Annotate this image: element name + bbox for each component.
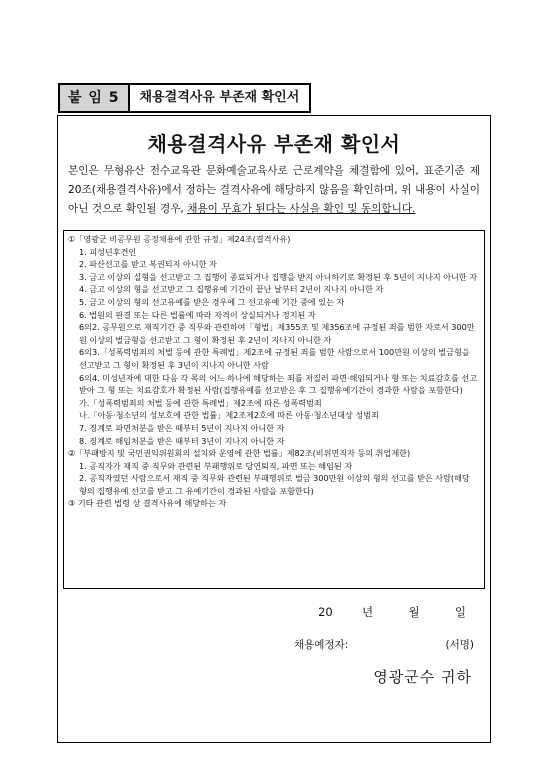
reason-section-heading: ①「영광군 비공무원 공정채용에 관한 규정」제24조(결격사유) [68,234,291,244]
attachment-tag [58,83,311,113]
date-month-unit: 월 [408,605,420,619]
reason-item: 2. 공직자였던 사람으로서 재직 중 직무와 관련된 부패행위로 벌금 300만원 이상의 형의 선고를 받은 사람(해당 형의 집행유예 선고를 받고 그 유예기간이 경과된 사람을 포함한다) [79,473,470,496]
reason-item: 4. 금고 이상의 형을 선고받고 그 집행유예 기간이 끝난 날부터 2년이 지나지 아니한 자 [79,284,384,295]
reason-item: 나.「아동·청소년의 성보호에 관한 법률」제2조제2호에 따른 아동·청소년대상 성범죄 [79,410,379,421]
reason-item: 1. 공직자가 재직 중 직무와 관련된 부패행위로 당연퇴직, 파면 또는 해임된 자 [79,460,353,471]
date-year: 20 [318,605,333,619]
reason-item: 6. 법원의 판결 또는 다른 법률에 따라 자격이 상실되거나 정지된 자 [79,309,316,320]
disqualification-reasons-box [63,230,485,589]
reason-item: 3. 금고 이상의 실형을 선고받고 그 집행이 종료되거나 집행을 받지 아니하기로 확정된 후 5년이 지나지 아니한 자 [79,271,478,282]
attachment-title: 채용결격사유 부존재 확인서 [128,83,312,113]
intro-paragraph [68,162,480,219]
reason-item: 6의3.「성폭력범죄의 처벌 등에 관한 특례법」제2조에 규정된 죄를 범한 사람으로서 100만원 이상의 벌금형을 선고받고 그 형이 확정된 후 3년이 지나지 아니한 사람 [79,347,470,370]
reason-item: 5. 금고 이상의 형의 선고유예를 받은 경우에 그 선고유예 기간 중에 있는 자 [79,296,345,307]
document-frame [57,115,491,743]
signature-label: (서명) [445,639,474,651]
intro-consent-text: 채용이 무효가 된다는 사실을 확인 및 동의합니다. [187,203,416,215]
reason-item: 2. 파산선고를 받고 복권되지 아니한 자 [79,259,217,270]
reason-item: 1. 피성년후견인 [79,246,137,257]
reason-section-heading: ③ 기타 관련 법령 상 결격사유에 해당하는 자 [68,498,227,509]
date-year-unit: 년 [362,605,374,619]
reason-item: 가.「성폭력범죄의 처벌 등에 관한 특례법」제2조에 따른 성폭력범죄 [79,397,322,408]
reason-item: 7. 징계로 파면처분을 받은 때부터 5년이 지나지 아니한 자 [79,422,285,433]
reason-section-heading: ②「부패방지 및 국민권익위원회의 설치와 운영에 관한 법률」제82조(비위면직자 등의 취업제한) [68,448,411,459]
signature-line [294,637,474,652]
intro-text: 본인은 무형유산 전수교육관 문화예술교육사로 근로계약을 체결함에 있어, 표준기준 제20조(채용결격사유)에서 정하는 결격사유에 해당하지 않음을 확인하며, 위 내용이 사실이 아닌 것으로 확인될 경우, [68,165,480,215]
reason-item: 6의4. 미성년자에 대한 다음 각 목의 어느 하나에 해당하는 죄를 저질러 파면·해임되거나 형 또는 치료감호를 선고받아 그 형 또는 치료감호가 확정된 사람(집행유예를 선고받은 후 그 집행유예기간이 경과한 사람을 포함한다) [79,372,478,396]
addressee: 영광군수 귀하 [373,668,472,686]
reason-item: 8. 징계로 해임처분을 받은 때부터 3년이 지나지 아니한 자 [79,435,285,446]
attachment-number: 붙 임 5 [58,83,128,113]
date-day-unit: 일 [454,605,466,619]
date-line [318,604,466,620]
reason-item: 6의2. 공무원으로 재직기간 중 직무와 관련하여「형법」제355조 및 제356조에 규정된 죄를 범한 자로서 300만원 이상의 벌금형을 선고받고 그 형이 확정된 후 2년이 지나지 아니한 자 [79,322,475,345]
document-title: 채용결격사유 부존재 확인서 [147,132,401,156]
signer-label: 채용예정자: [294,639,349,651]
